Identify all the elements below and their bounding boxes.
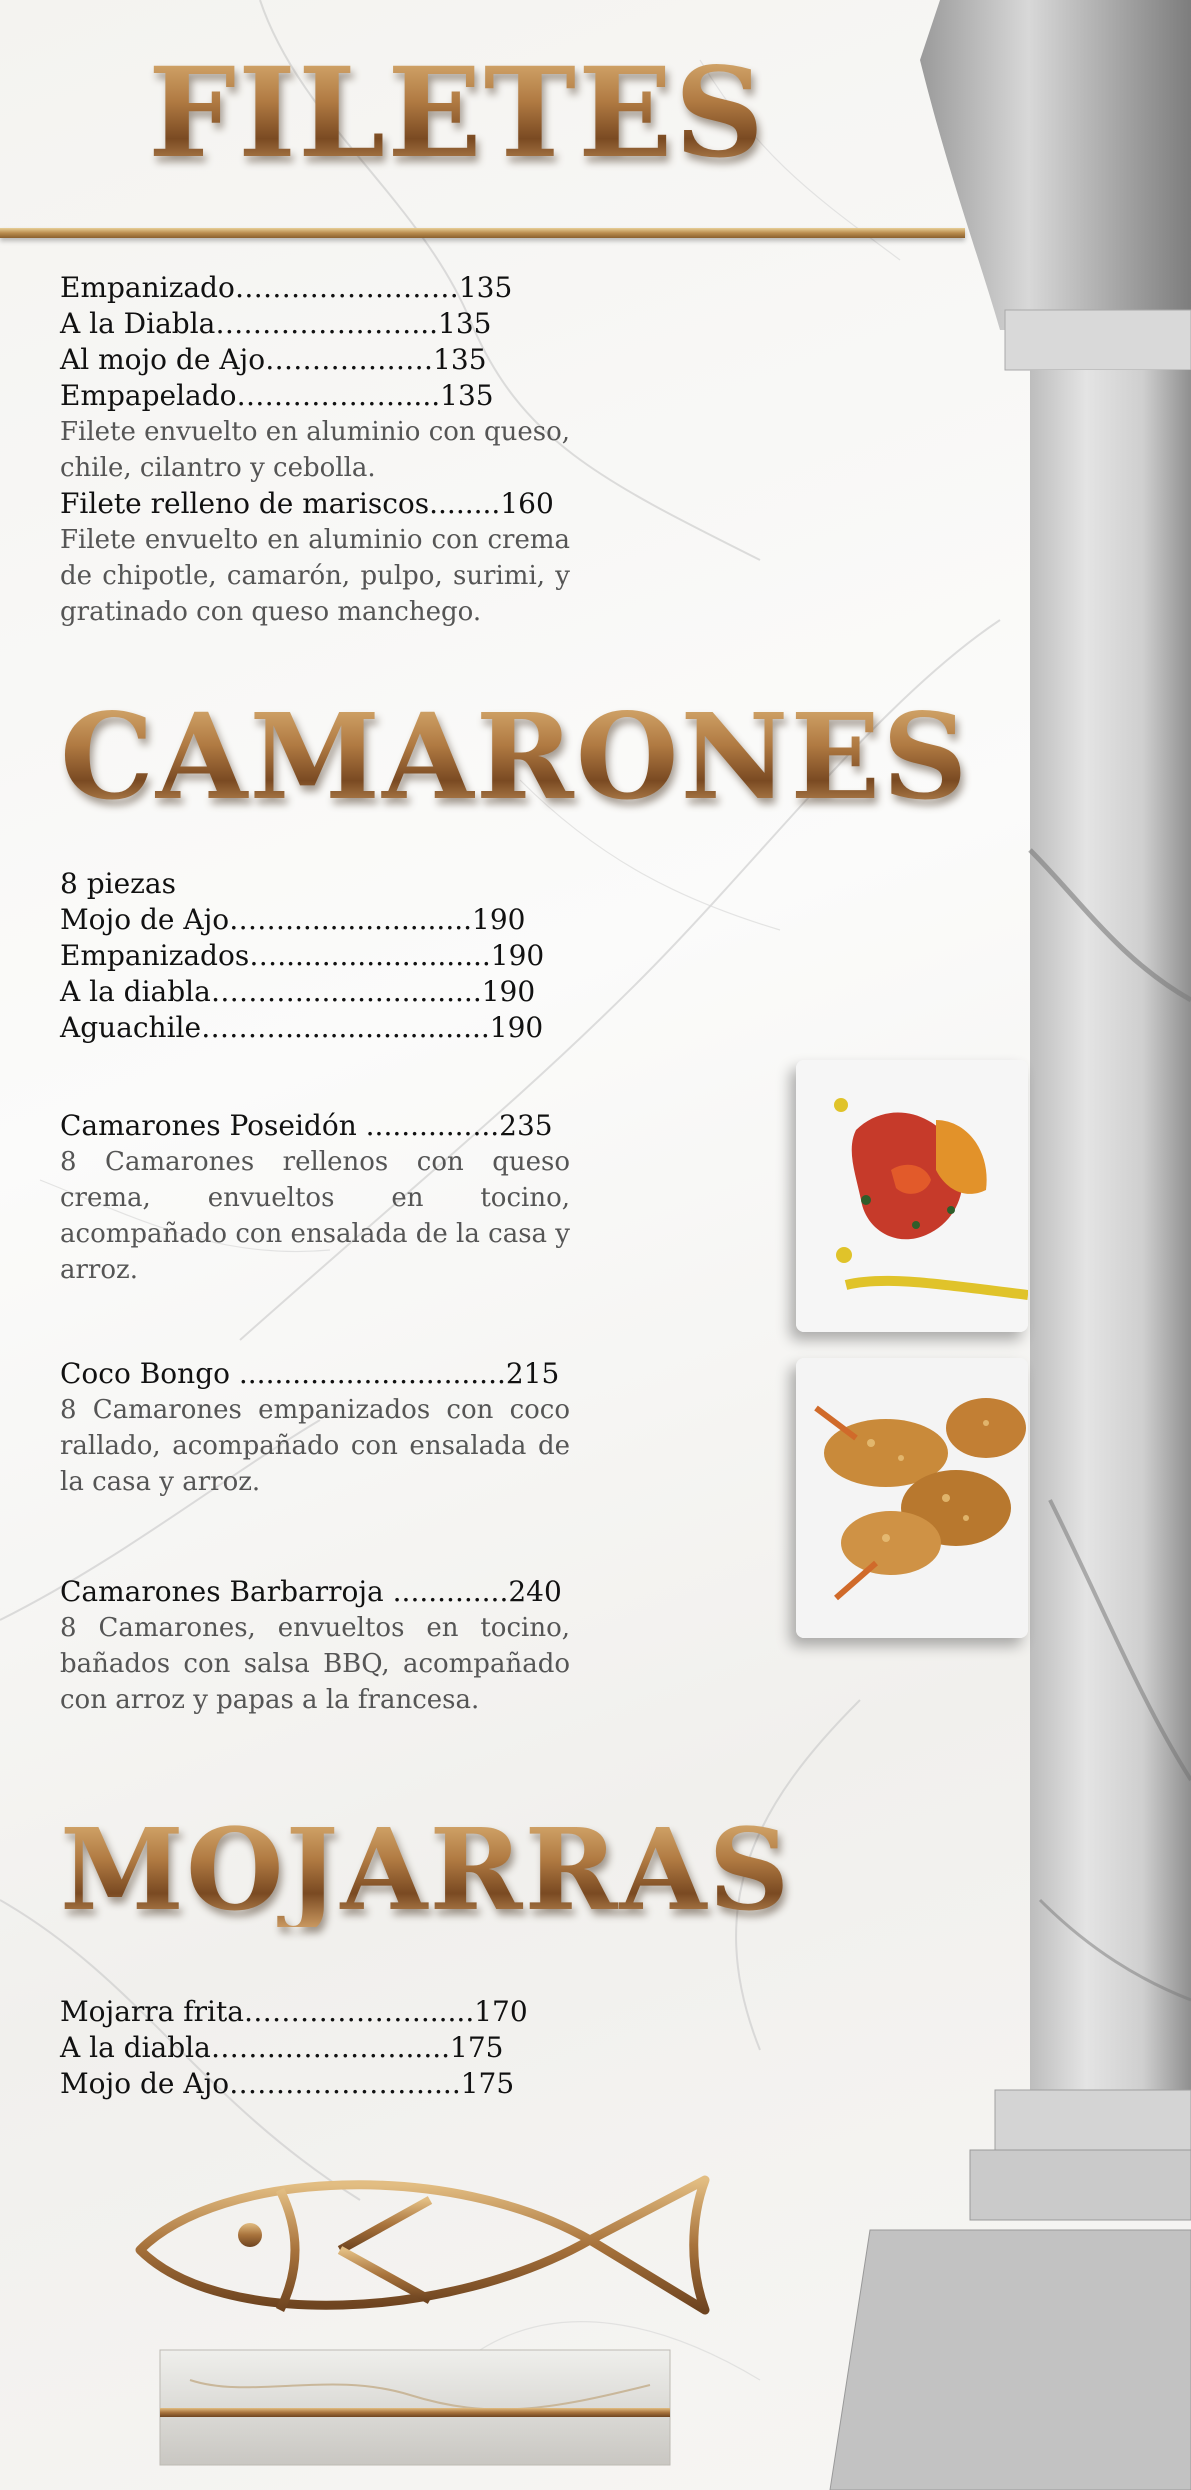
special-poseidon: [60, 1108, 570, 1288]
menu-item: Empapelado………………....135: [60, 379, 494, 412]
section-title-filetes: FILETES: [148, 41, 767, 186]
menu-item: Filete relleno de mariscos........160: [60, 487, 554, 520]
camarones-list: [60, 866, 570, 1046]
menu-item: Empanizados…........................190: [60, 939, 545, 972]
photo-coco-bongo: [796, 1358, 1028, 1638]
special-title: Camarones Poseidón ...............235: [60, 1109, 553, 1142]
special-barbarroja: [60, 1574, 570, 1718]
pieces-label: 8 piezas: [60, 867, 176, 900]
special-title: Camarones Barbarroja .............240: [60, 1575, 562, 1608]
menu-item: Mojarra frita……………….......170: [60, 1995, 528, 2028]
fish-icon: [130, 2160, 710, 2470]
menu-item-description: Filete envuelto en aluminio con crema de chipotle, camarón, pulpo, surimi, y gratinado con queso manchego.: [60, 525, 570, 627]
special-coco-bongo: [60, 1356, 570, 1500]
gold-divider: [0, 228, 965, 238]
special-description: 8 Camarones, envueltos en tocino, bañados con salsa BBQ, acompañado con arroz y papas a la francesa.: [60, 1613, 570, 1715]
menu-item: A la diabla……….....................190: [60, 975, 536, 1008]
menu-item: Aguachile……….......................190: [60, 1011, 544, 1044]
photo-camarones-poseidon: [796, 1060, 1028, 1332]
special-description: 8 Camarones empanizados con coco rallado, acompañado con ensalada de la casa y arroz.: [60, 1395, 570, 1497]
menu-item: Al mojo de Ajo………………135: [60, 343, 487, 376]
menu-item: A la Diabla…………………...135: [60, 307, 492, 340]
menu-item: Empanizado……………………135: [60, 271, 513, 304]
special-title: Coco Bongo ..............................215: [60, 1357, 560, 1390]
special-description: 8 Camarones rellenos con queso crema, envueltos en tocino, acompañado con ensalada de la casa y arroz.: [60, 1147, 570, 1285]
menu-item: A la diabla……..…………......175: [60, 2031, 504, 2064]
mojarras-list: [60, 1994, 570, 2102]
menu-item: Mojo de Ajo…………………....175: [60, 2067, 515, 2100]
section-title-camarones: CAMARONES: [60, 687, 970, 826]
filetes-list: [60, 270, 570, 630]
section-title-mojarras: MOJARRAS: [60, 1805, 792, 1936]
menu-item: Mojo de Ajo…….....................190: [60, 903, 526, 936]
menu-item-description: Filete envuelto en aluminio con queso, chile, cilantro y cebolla.: [60, 417, 570, 483]
